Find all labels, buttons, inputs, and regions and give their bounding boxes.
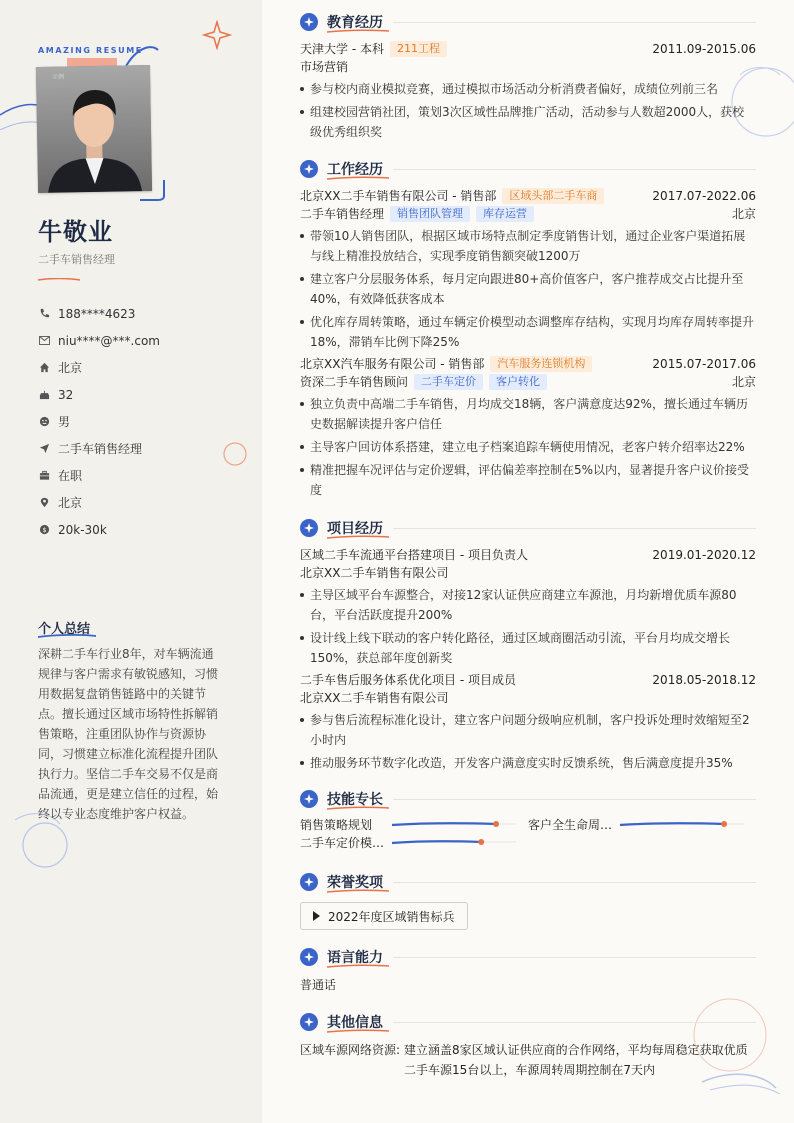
home-icon <box>38 362 50 374</box>
skill-dot <box>478 839 484 845</box>
target-role-text: 二手车销售经理 <box>58 442 143 456</box>
phone-text: 188****4623 <box>58 306 136 321</box>
project-org-row <box>300 564 756 582</box>
section-star-icon <box>300 160 318 178</box>
project-org-row <box>300 689 756 707</box>
languages-header <box>300 945 756 969</box>
projects-title: 项目经历 <box>327 521 383 537</box>
profile-name: 牛敬业 <box>38 218 113 246</box>
title-underline-stroke <box>327 176 389 180</box>
section-work <box>300 157 756 503</box>
skill-dot <box>721 821 727 827</box>
profile-title: 二手车销售经理 <box>38 253 115 266</box>
section-divider <box>393 957 756 958</box>
skill-level-bar <box>620 821 744 827</box>
salary-text: 20k-30k <box>58 522 107 537</box>
status-text: 在职 <box>58 469 83 483</box>
award-item <box>300 902 468 930</box>
job-period: 2015.07-2017.06 <box>652 357 756 371</box>
list-item: 带领10人销售团队，根据区域市场特点制定季度销售计划，通过企业客户渠道拓展与线上精准投放结合，实现季度销售额突破1200万 <box>300 226 756 266</box>
summary-heading: 个人总结 <box>38 622 91 637</box>
job-bullets <box>300 394 756 500</box>
job-bullets <box>300 226 756 352</box>
cake-icon <box>38 389 50 401</box>
skill-fill <box>620 823 724 825</box>
project-row <box>300 671 756 689</box>
summary-text: 深耕二手车行业8年，对车辆流通规律与客户需求有敏锐感知，习惯用数据复盘销售链路中的关键节点。擅长通过区域市场特性拆解销售策略，注重团队协作与资源协同，习惯建立标准化流程提升团队执行力。坚信二手车交易不仅是商品流通，更是建立信任的过程，始终以专业态度维护客户权益。 <box>38 647 219 821</box>
awards-title: 荣誉奖项 <box>327 875 383 891</box>
role-tag: 二手车定价 <box>414 374 483 390</box>
send-icon <box>38 443 50 455</box>
summary-underline-stroke <box>38 634 96 638</box>
work-header <box>300 157 756 181</box>
title-underline-stroke <box>327 1029 389 1033</box>
section-divider <box>393 799 756 800</box>
job-role-row <box>300 373 756 391</box>
info-home <box>38 354 160 381</box>
skill-item <box>528 815 756 833</box>
info-salary <box>38 516 160 543</box>
info-status <box>38 462 160 489</box>
job-city: 北京 <box>731 207 756 221</box>
work-title: 工作经历 <box>327 162 383 178</box>
other-info-row <box>300 1040 756 1080</box>
list-item: 参与售后流程标准化设计，建立客户问题分级响应机制，客户投诉处理时效缩短至2小时内 <box>300 710 756 750</box>
project-name: 区域二手车流通平台搭建项目 - 项目负责人 <box>300 548 528 562</box>
education-row <box>300 40 756 58</box>
company-tag: 区域头部二手车商 <box>502 188 604 204</box>
info-location <box>38 489 160 516</box>
projects-header <box>300 516 756 540</box>
role-tag: 库存运营 <box>476 206 534 222</box>
list-item: 主导区域平台车源整合，对接12家认证供应商建立车源池，月均新增优质车源80台，平台活跃度提升200% <box>300 585 756 625</box>
brand-label: AMAZING RESUME <box>38 46 143 55</box>
list-item: 主导客户回访体系搭建，建立电子档案追踪车辆使用情况，老客户转介绍率达22% <box>300 437 756 457</box>
gender-text: 男 <box>58 415 71 429</box>
section-divider <box>393 528 756 529</box>
school-name: 天津大学 - 本科 <box>300 42 384 56</box>
job-role: 二手车销售经理 <box>300 207 385 221</box>
job-company: 北京XX汽车服务有限公司 - 销售部 <box>300 357 485 371</box>
award-text: 2022年度区域销售标兵 <box>328 909 455 924</box>
section-star-icon <box>300 1013 318 1031</box>
section-languages <box>300 945 756 995</box>
project-org: 北京XX二手车销售有限公司 <box>300 566 449 580</box>
section-star-icon <box>300 790 318 808</box>
job-role-row <box>300 205 756 223</box>
skill-name: 二手车定价模… <box>300 835 385 850</box>
job-row <box>300 355 756 373</box>
info-gender <box>38 408 160 435</box>
skill-dot <box>493 821 499 827</box>
section-skills <box>300 787 756 851</box>
section-divider <box>393 1022 756 1023</box>
info-target-role <box>38 435 160 462</box>
major-text: 市场营销 <box>300 60 349 74</box>
section-education <box>300 10 756 145</box>
gender-icon <box>38 416 50 428</box>
title-underline-stroke <box>327 806 389 810</box>
project-bullets <box>300 710 756 773</box>
briefcase-icon <box>38 470 50 482</box>
skill-name: 客户全生命周… <box>528 817 613 832</box>
sidebar <box>0 0 262 1123</box>
title-underline-stroke <box>327 964 389 968</box>
project-row <box>300 546 756 564</box>
info-age <box>38 381 160 408</box>
age-text: 32 <box>58 387 74 402</box>
major-row <box>300 58 756 76</box>
list-item: 建立客户分层服务体系，每月定向跟进80+高价值客户，客户推荐成交占比提升至40%，有效降低获客成本 <box>300 269 756 309</box>
skill-level-bar <box>392 821 516 827</box>
list-item: 精准把握车况评估与定价逻辑，评估偏差率控制在5%以内，显著提升客户议价接受度 <box>300 460 756 500</box>
photo-watermark: 示例 <box>52 73 65 81</box>
list-item: 组建校园营销社团，策划3次区域性品牌推广活动，活动参与人数超2000人，获校级优秀组织奖 <box>300 102 756 142</box>
skill-name: 销售策略规划 <box>300 817 373 832</box>
salary-icon <box>38 524 50 536</box>
skill-item <box>300 815 528 833</box>
skill-fill <box>392 841 481 843</box>
project-period: 2018.05-2018.12 <box>652 673 756 687</box>
section-projects <box>300 516 756 776</box>
profile-photo <box>36 65 152 193</box>
phone-icon <box>38 308 50 320</box>
other-header <box>300 1010 756 1034</box>
list-item: 参与校内商业模拟竞赛，通过模拟市场活动分析消费者偏好，成绩位列前三名 <box>300 79 756 99</box>
languages-title: 语言能力 <box>327 950 383 966</box>
section-divider <box>393 169 756 170</box>
project-period: 2019.01-2020.12 <box>652 548 756 562</box>
location-icon <box>38 497 50 509</box>
job-period: 2017.07-2022.06 <box>652 189 756 203</box>
other-title: 其他信息 <box>327 1015 383 1031</box>
other-text: 建立涵盖8家区域认证供应商的合作网络，平均每周稳定获取优质二手车源15台以上，车源周转周期控制在7天内 <box>404 1043 748 1077</box>
job-city: 北京 <box>731 375 756 389</box>
play-triangle-icon <box>313 911 320 921</box>
section-divider <box>393 22 756 23</box>
education-title: 教育经历 <box>327 15 383 31</box>
section-other <box>300 1010 756 1080</box>
role-tag: 销售团队管理 <box>390 206 470 222</box>
list-item: 设计线上线下联动的客户转化路径，通过区域商圈活动引流，平台月均成交增长150%，获总部年度创新奖 <box>300 628 756 668</box>
mail-icon <box>38 335 50 347</box>
skill-level-bar <box>392 839 516 845</box>
title-underline-stroke <box>327 535 389 539</box>
home-text: 北京 <box>58 361 83 375</box>
location-text: 北京 <box>58 496 83 510</box>
decorative-circle <box>220 440 250 470</box>
skill-fill <box>392 823 496 825</box>
education-header <box>300 10 756 34</box>
list-item: 优化库存周转策略，通过车辆定价模型动态调整库存结构，实现月均库存周转率提升18%，滞销车比例下降25% <box>300 312 756 352</box>
job-company: 北京XX二手车销售有限公司 - 销售部 <box>300 189 497 203</box>
star-outline-icon <box>202 20 232 50</box>
svg-text:$: $ <box>41 525 47 534</box>
title-underline-stroke <box>327 29 389 33</box>
project-org: 北京XX二手车销售有限公司 <box>300 691 449 705</box>
section-awards <box>300 870 756 930</box>
info-email <box>38 327 160 354</box>
list-item: 推动服务环节数字化改造，开发客户满意度实时反馈系统，售后满意度提升35% <box>300 753 756 773</box>
project-name: 二手车售后服务体系优化项目 - 项目成员 <box>300 673 516 687</box>
section-star-icon <box>300 873 318 891</box>
section-star-icon <box>300 13 318 31</box>
contact-info-list <box>38 300 160 543</box>
section-star-icon <box>300 519 318 537</box>
school-tag: 211工程 <box>390 41 447 57</box>
name-accent-stroke <box>38 278 80 281</box>
email-text: niu****@***.com <box>58 333 160 348</box>
skills-header <box>300 787 756 811</box>
company-tag: 汽车服务连锁机构 <box>490 356 592 372</box>
section-divider <box>393 882 756 883</box>
skills-title: 技能专长 <box>327 792 383 808</box>
role-tag: 客户转化 <box>489 374 547 390</box>
skill-item <box>300 833 528 851</box>
skills-list <box>300 815 756 851</box>
language-item: 普通话 <box>300 978 337 992</box>
other-label: 区域车源网络资源: <box>300 1043 401 1057</box>
list-item: 独立负责中高端二手车销售，月均成交18辆，客户满意度达92%，擅长通过车辆历史数据解读提升客户信任 <box>300 394 756 434</box>
job-row <box>300 187 756 205</box>
awards-header <box>300 870 756 894</box>
education-period: 2011.09-2015.06 <box>652 42 756 56</box>
info-phone <box>38 300 160 327</box>
job-role: 资深二手车销售顾问 <box>300 375 409 389</box>
education-bullets <box>300 79 756 142</box>
title-underline-stroke <box>327 889 389 893</box>
section-star-icon <box>300 948 318 966</box>
project-bullets <box>300 585 756 668</box>
